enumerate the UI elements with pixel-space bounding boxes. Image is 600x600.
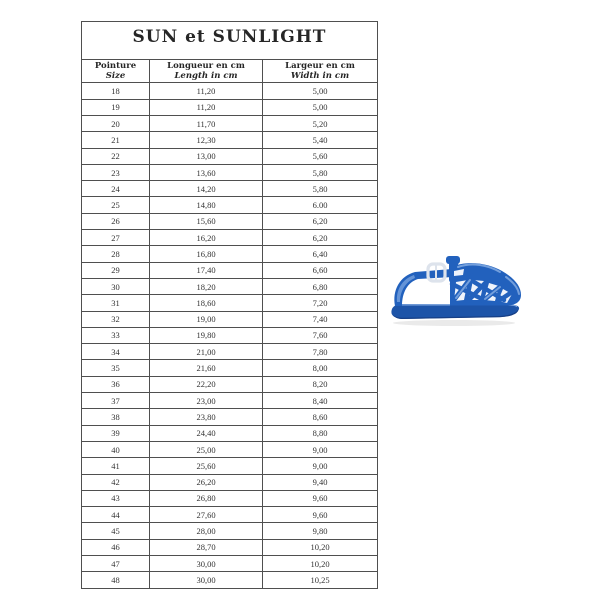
width-cell: 5,00 bbox=[263, 83, 378, 99]
table-row bbox=[82, 376, 378, 392]
length-cell: 11,20 bbox=[150, 83, 263, 99]
width-cell: 6,20 bbox=[263, 213, 378, 229]
size-cell: 27 bbox=[82, 230, 150, 246]
size-cell: 48 bbox=[82, 572, 150, 588]
table-row bbox=[82, 327, 378, 343]
length-cell: 28,00 bbox=[150, 523, 263, 539]
table-row bbox=[82, 555, 378, 571]
length-cell: 27,60 bbox=[150, 507, 263, 523]
width-cell: 5,20 bbox=[263, 115, 378, 131]
length-cell: 15,60 bbox=[150, 213, 263, 229]
table-row bbox=[82, 83, 378, 99]
width-cell: 5,00 bbox=[263, 99, 378, 115]
width-cell: 10,25 bbox=[263, 572, 378, 588]
table-row bbox=[82, 539, 378, 555]
length-cell: 16,80 bbox=[150, 246, 263, 262]
table-row bbox=[82, 507, 378, 523]
width-cell: 6,20 bbox=[263, 230, 378, 246]
table-row bbox=[82, 278, 378, 294]
size-cell: 45 bbox=[82, 523, 150, 539]
size-cell: 28 bbox=[82, 246, 150, 262]
table-row bbox=[82, 409, 378, 425]
column-header-length-fr: Longueur en cm bbox=[167, 61, 245, 71]
width-cell: 9,80 bbox=[263, 523, 378, 539]
width-cell: 9,40 bbox=[263, 474, 378, 490]
size-cell: 31 bbox=[82, 295, 150, 311]
length-cell: 18,60 bbox=[150, 295, 263, 311]
table-row bbox=[82, 295, 378, 311]
column-header-size bbox=[82, 60, 150, 83]
width-cell: 9,60 bbox=[263, 507, 378, 523]
size-cell: 30 bbox=[82, 278, 150, 294]
table-row bbox=[82, 99, 378, 115]
table-row bbox=[82, 441, 378, 457]
width-cell: 7,40 bbox=[263, 311, 378, 327]
table-row bbox=[82, 132, 378, 148]
sandal-shadow bbox=[393, 320, 515, 326]
table-row bbox=[82, 262, 378, 278]
width-cell: 7,60 bbox=[263, 327, 378, 343]
width-cell: 10,20 bbox=[263, 555, 378, 571]
length-cell: 13,00 bbox=[150, 148, 263, 164]
size-cell: 46 bbox=[82, 539, 150, 555]
size-cell: 39 bbox=[82, 425, 150, 441]
table-title: SUN et SUNLIGHT bbox=[82, 22, 378, 60]
table-row bbox=[82, 164, 378, 180]
column-header-width bbox=[263, 60, 378, 83]
length-cell: 25,60 bbox=[150, 458, 263, 474]
column-header-length bbox=[150, 60, 263, 83]
size-cell: 20 bbox=[82, 115, 150, 131]
table-row bbox=[82, 246, 378, 262]
size-chart-table bbox=[81, 21, 378, 589]
table-row bbox=[82, 523, 378, 539]
width-cell: 8,80 bbox=[263, 425, 378, 441]
length-cell: 13,60 bbox=[150, 164, 263, 180]
size-cell: 32 bbox=[82, 311, 150, 327]
size-cell: 37 bbox=[82, 393, 150, 409]
length-cell: 11,70 bbox=[150, 115, 263, 131]
length-cell: 18,20 bbox=[150, 278, 263, 294]
size-cell: 33 bbox=[82, 327, 150, 343]
table-row bbox=[82, 344, 378, 360]
width-cell: 8,60 bbox=[263, 409, 378, 425]
length-cell: 19,80 bbox=[150, 327, 263, 343]
title-row bbox=[82, 22, 378, 60]
table-row bbox=[82, 197, 378, 213]
table-row bbox=[82, 230, 378, 246]
length-cell: 24,40 bbox=[150, 425, 263, 441]
size-cell: 22 bbox=[82, 148, 150, 164]
length-cell: 19,00 bbox=[150, 311, 263, 327]
table-row bbox=[82, 474, 378, 490]
width-cell: 6,60 bbox=[263, 262, 378, 278]
length-cell: 26,20 bbox=[150, 474, 263, 490]
length-cell: 30,00 bbox=[150, 572, 263, 588]
size-cell: 38 bbox=[82, 409, 150, 425]
width-cell: 6,80 bbox=[263, 278, 378, 294]
length-cell: 22,20 bbox=[150, 376, 263, 392]
size-cell: 26 bbox=[82, 213, 150, 229]
length-cell: 14,80 bbox=[150, 197, 263, 213]
table-row bbox=[82, 213, 378, 229]
table-row bbox=[82, 311, 378, 327]
length-cell: 17,40 bbox=[150, 262, 263, 278]
size-cell: 42 bbox=[82, 474, 150, 490]
size-cell: 47 bbox=[82, 555, 150, 571]
table-row bbox=[82, 393, 378, 409]
header-row bbox=[82, 60, 378, 83]
column-header-width-en: Width in cm bbox=[290, 71, 350, 82]
width-cell: 5,80 bbox=[263, 164, 378, 180]
length-cell: 25,00 bbox=[150, 441, 263, 457]
column-header-size-en: Size bbox=[105, 71, 126, 82]
size-cell: 36 bbox=[82, 376, 150, 392]
column-header-length-en: Length in cm bbox=[174, 71, 238, 82]
length-cell: 30,00 bbox=[150, 555, 263, 571]
blue-jelly-sandal bbox=[388, 254, 524, 328]
table-row bbox=[82, 572, 378, 588]
size-cell: 18 bbox=[82, 83, 150, 99]
size-cell: 41 bbox=[82, 458, 150, 474]
length-cell: 26,80 bbox=[150, 490, 263, 506]
size-table-body bbox=[82, 83, 378, 588]
width-cell: 5,40 bbox=[263, 132, 378, 148]
length-cell: 28,70 bbox=[150, 539, 263, 555]
length-cell: 21,60 bbox=[150, 360, 263, 376]
width-cell: 9,00 bbox=[263, 441, 378, 457]
size-cell: 43 bbox=[82, 490, 150, 506]
size-cell: 19 bbox=[82, 99, 150, 115]
width-cell: 7,20 bbox=[263, 295, 378, 311]
width-cell: 5,80 bbox=[263, 181, 378, 197]
table-row bbox=[82, 490, 378, 506]
length-cell: 23,00 bbox=[150, 393, 263, 409]
size-cell: 23 bbox=[82, 164, 150, 180]
size-cell: 21 bbox=[82, 132, 150, 148]
table-row bbox=[82, 148, 378, 164]
length-cell: 21,00 bbox=[150, 344, 263, 360]
product-photo bbox=[388, 254, 524, 328]
table-row bbox=[82, 425, 378, 441]
size-cell: 29 bbox=[82, 262, 150, 278]
table-row bbox=[82, 115, 378, 131]
width-cell: 6.00 bbox=[263, 197, 378, 213]
column-header-width-fr: Largeur en cm bbox=[285, 61, 355, 71]
size-cell: 35 bbox=[82, 360, 150, 376]
width-cell: 8,00 bbox=[263, 360, 378, 376]
width-cell: 5,60 bbox=[263, 148, 378, 164]
length-cell: 11,20 bbox=[150, 99, 263, 115]
length-cell: 23,80 bbox=[150, 409, 263, 425]
size-cell: 44 bbox=[82, 507, 150, 523]
size-cell: 34 bbox=[82, 344, 150, 360]
table-row bbox=[82, 181, 378, 197]
length-cell: 12,30 bbox=[150, 132, 263, 148]
column-header-size-fr: Pointure bbox=[94, 61, 137, 71]
size-cell: 25 bbox=[82, 197, 150, 213]
width-cell: 8,20 bbox=[263, 376, 378, 392]
width-cell: 9,60 bbox=[263, 490, 378, 506]
table-row bbox=[82, 458, 378, 474]
size-cell: 24 bbox=[82, 181, 150, 197]
width-cell: 9,00 bbox=[263, 458, 378, 474]
width-cell: 7,80 bbox=[263, 344, 378, 360]
width-cell: 8,40 bbox=[263, 393, 378, 409]
size-cell: 40 bbox=[82, 441, 150, 457]
length-cell: 14,20 bbox=[150, 181, 263, 197]
table-row bbox=[82, 360, 378, 376]
width-cell: 10,20 bbox=[263, 539, 378, 555]
width-cell: 6,40 bbox=[263, 246, 378, 262]
length-cell: 16,20 bbox=[150, 230, 263, 246]
